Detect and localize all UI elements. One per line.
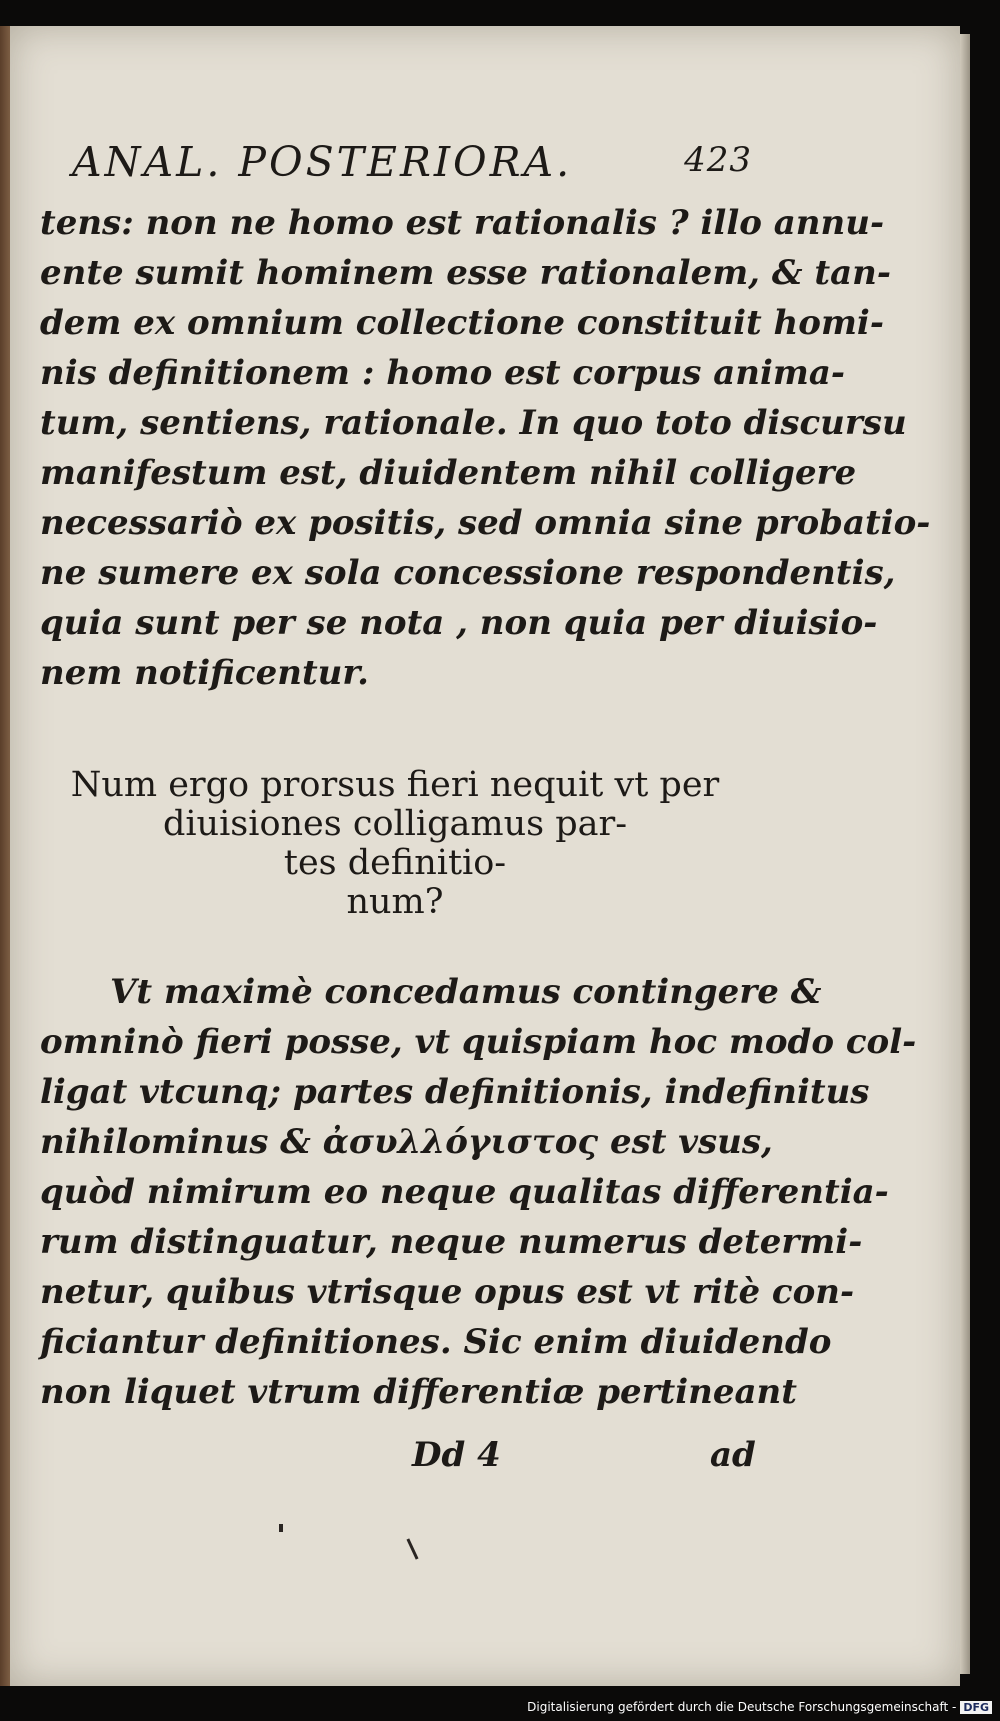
text-line: nem notificentur. xyxy=(40,653,370,693)
credit-text: Digitalisierung gefördert durch die Deutsche Forschungsgemeinschaft - xyxy=(527,1700,957,1714)
text-line: ente sumit hominem esse rationalem, & tan- xyxy=(40,253,891,293)
running-title: ANAL. POSTERIORA. xyxy=(72,138,573,186)
text-line: nis definitionem : homo est corpus anima- xyxy=(40,353,845,393)
text-line: ligat vtcunq; partes definitionis, indefinitus xyxy=(40,1072,870,1112)
page-edge xyxy=(960,34,970,1674)
text-line: manifestum est, diuidentem nihil colligere xyxy=(40,453,857,493)
text-line: dem ex omnium collectione constituit homi- xyxy=(40,303,884,343)
paragraph-1 xyxy=(40,198,931,698)
heading-line: Num ergo prorsus fieri nequit vt per xyxy=(70,765,720,805)
text-line: netur, quibus vtrisque opus est vt ritè con- xyxy=(40,1272,855,1312)
signature-mark: Dd 4 xyxy=(412,1435,501,1475)
page-number: 423 xyxy=(684,140,752,180)
heading-line: diuisiones colligamus par- xyxy=(162,804,628,844)
heading-line: tes definitio- xyxy=(283,843,507,883)
text-line: tum, sentiens, rationale. In quo toto discursu xyxy=(40,403,907,443)
heading-line: num? xyxy=(346,882,444,922)
text-line: tens: non ne homo est rationalis ? illo annu- xyxy=(40,203,885,243)
text-line: quia sunt per se nota , non quia per diuisio- xyxy=(40,603,878,643)
text-line: Vt maximè concedamus contingere & xyxy=(110,972,822,1012)
text-line: rum distinguatur, neque numerus determi- xyxy=(40,1222,863,1262)
digitization-credit xyxy=(527,1700,992,1714)
paragraph-2 xyxy=(40,967,917,1417)
text-line: necessariò ex positis, sed omnia sine probatio- xyxy=(40,503,931,543)
text-line: ne sumere ex sola concessione respondentis, xyxy=(40,553,896,593)
dfg-logo: DFG xyxy=(960,1701,992,1714)
text-line: ficiantur definitiones. Sic enim diuidendo xyxy=(40,1322,832,1362)
text-line: omninò fieri posse, vt quispiam hoc modo col- xyxy=(40,1022,917,1062)
text-line: quòd nimirum eo neque qualitas differentia- xyxy=(40,1172,889,1212)
paper-speck xyxy=(279,1524,283,1532)
section-heading xyxy=(40,766,750,922)
text-line: nihilominus & ἀσυλλόγιστος est vsus, xyxy=(40,1122,773,1162)
text-line: non liquet vtrum differentiæ pertineant xyxy=(40,1372,797,1412)
catchword: ad xyxy=(710,1435,756,1475)
